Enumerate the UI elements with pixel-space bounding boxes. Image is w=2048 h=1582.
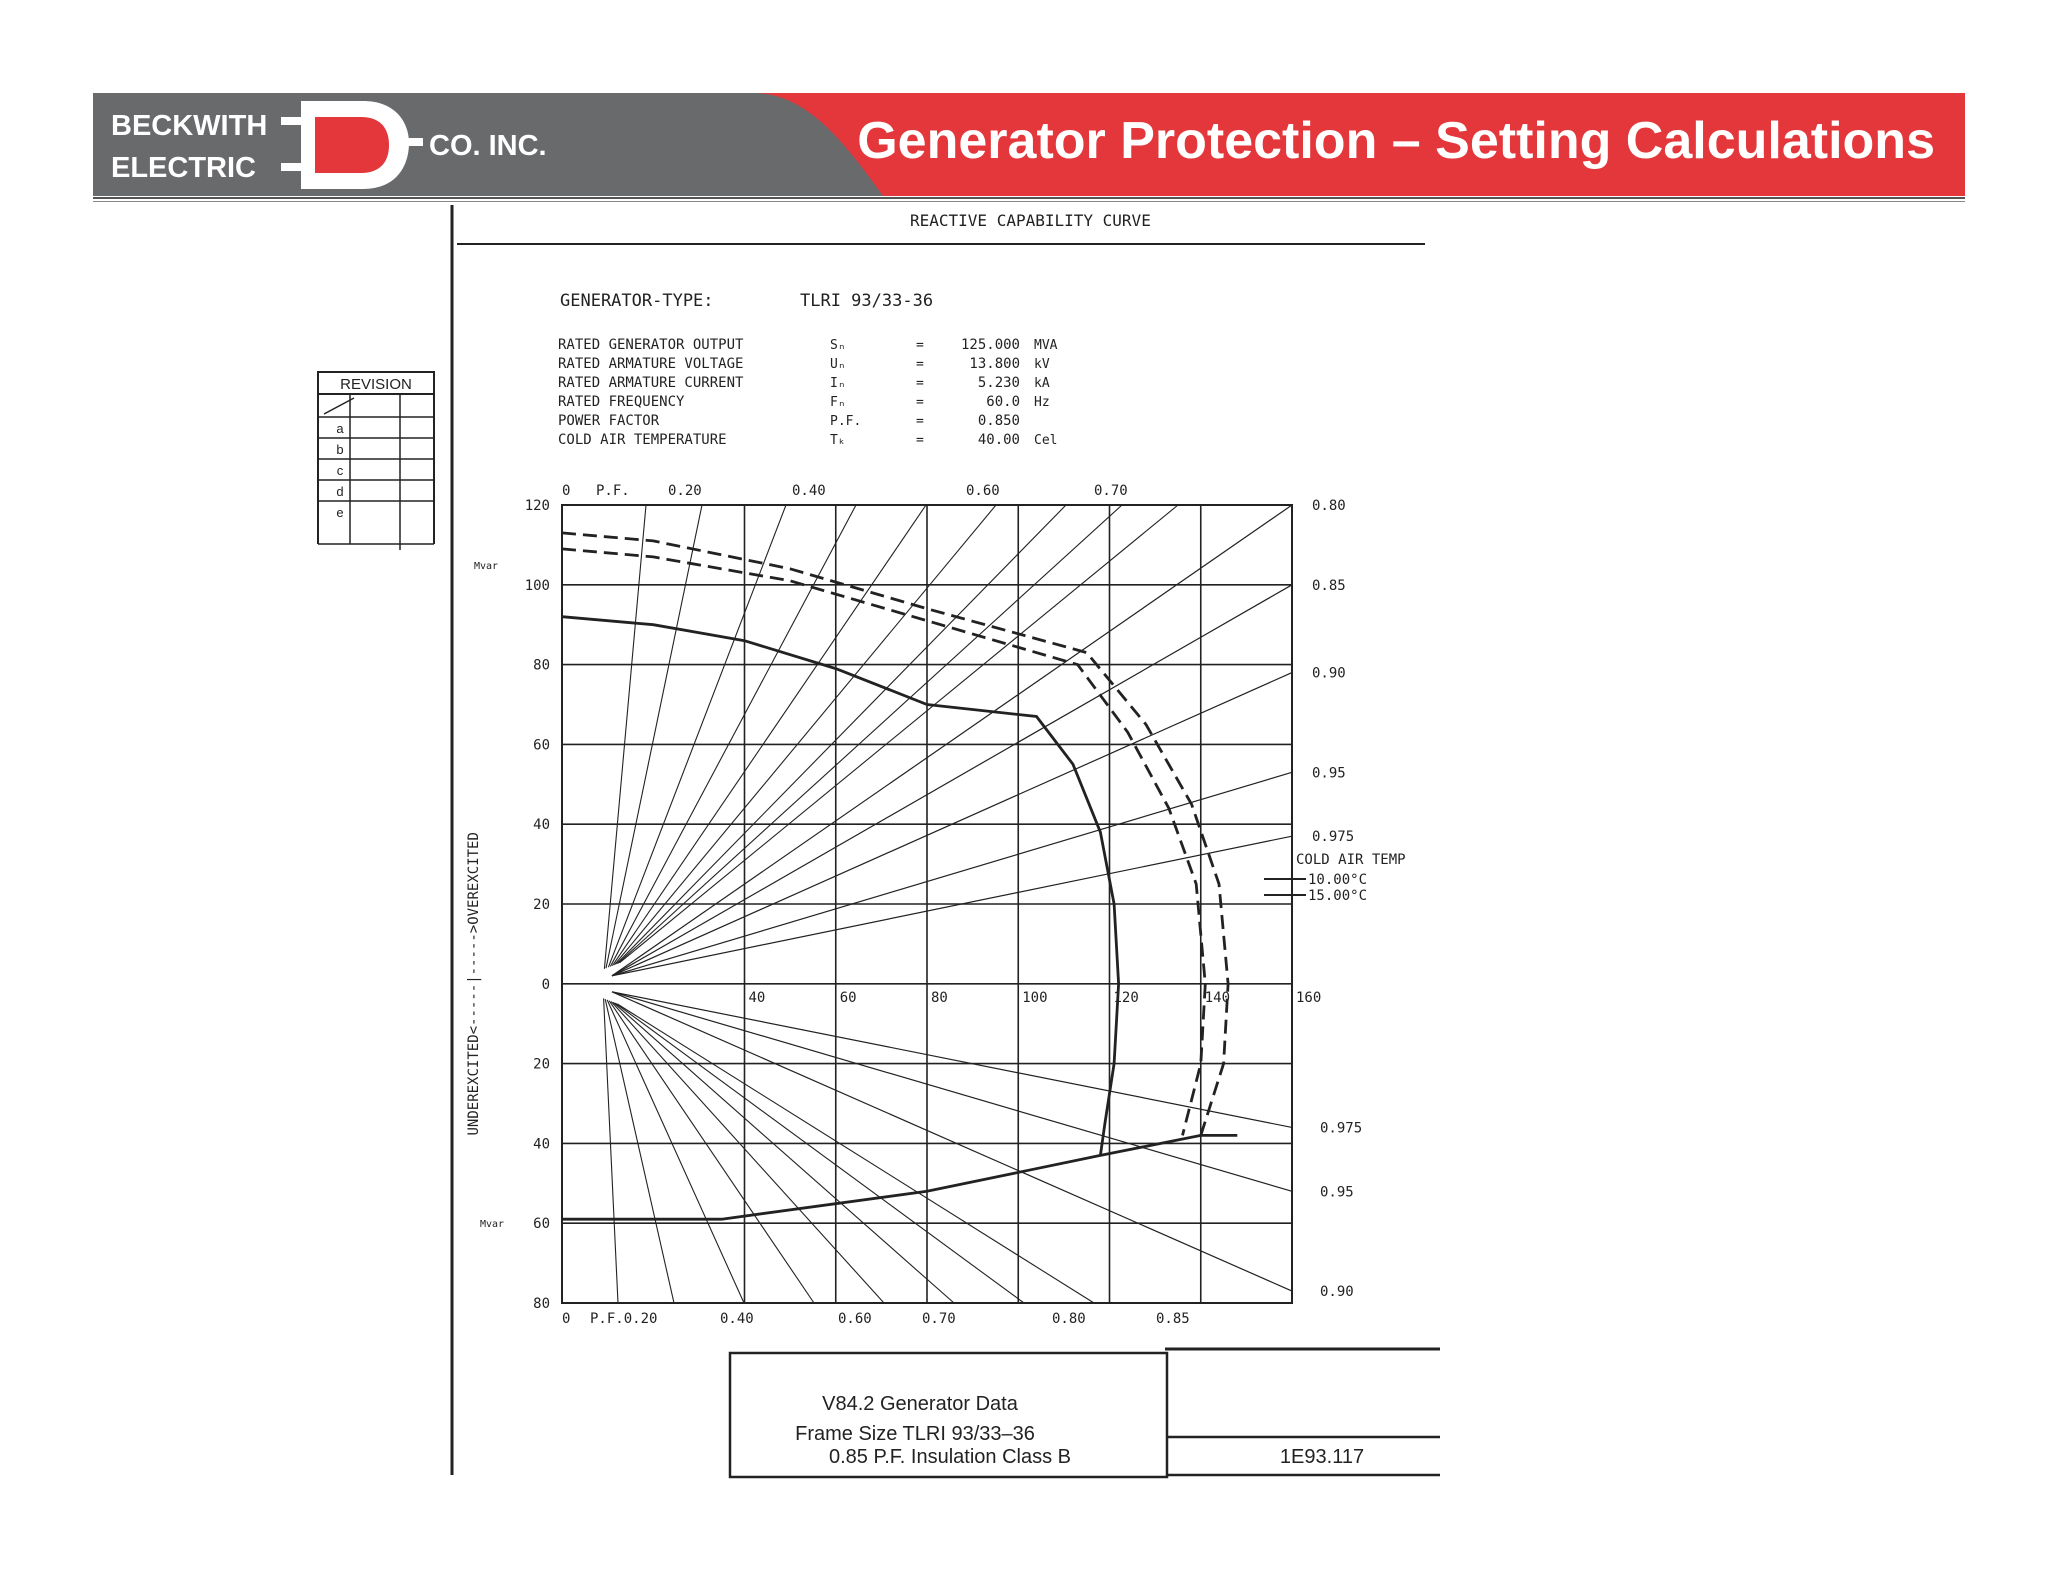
rating-value: 5.230 bbox=[977, 375, 1020, 391]
pf-bottom-label: 0.85 bbox=[1156, 1311, 1190, 1327]
pf-right-label: 0.95 bbox=[1320, 1184, 1354, 1201]
logo-text-beckwith: BECKWITH bbox=[111, 110, 268, 142]
rating-value: 125.000 bbox=[960, 337, 1020, 353]
pf-ray-top bbox=[620, 505, 1178, 963]
doc-heading: REACTIVE CAPABILITY CURVE bbox=[910, 211, 1151, 230]
logo-text-electric: ELECTRIC bbox=[111, 152, 256, 184]
rating-label: COLD AIR TEMPERATURE bbox=[558, 432, 727, 448]
capability-curve bbox=[562, 1135, 1237, 1219]
revision-row-d: d bbox=[336, 484, 344, 499]
title-block-line3: 0.85 P.F. Insulation Class B bbox=[829, 1446, 1071, 1468]
revision-table bbox=[318, 372, 434, 550]
pf-ray-top bbox=[606, 505, 702, 968]
pf-ray-top bbox=[616, 505, 1066, 964]
pf-ray-top bbox=[604, 505, 646, 969]
revision-row-b: b bbox=[336, 442, 344, 457]
rating-symbol: Sₙ bbox=[830, 338, 846, 353]
pf-ray-over bbox=[612, 585, 1292, 976]
y-tick-label: 20 bbox=[533, 897, 550, 913]
rating-equals: = bbox=[916, 338, 924, 353]
pf-ray-over bbox=[612, 505, 1292, 976]
y-tick-label: 120 bbox=[524, 498, 550, 514]
pf-right-label: 0.975 bbox=[1320, 1120, 1363, 1137]
y-unit-top: Mvar bbox=[474, 560, 499, 572]
title-block bbox=[730, 1349, 1440, 1477]
legend-label: 15.00°C bbox=[1308, 888, 1368, 905]
y-tick-label: 60 bbox=[533, 737, 550, 754]
rating-equals: = bbox=[916, 414, 924, 429]
pf-top-label: 0.60 bbox=[966, 483, 1000, 499]
generator-type-label: GENERATOR-TYPE: bbox=[560, 291, 714, 311]
pf-top-label: 0.20 bbox=[668, 483, 702, 499]
rating-label: RATED ARMATURE CURRENT bbox=[558, 375, 744, 391]
y-tick-label: 0 bbox=[541, 976, 550, 993]
title-block-line1: V84.2 Generator Data bbox=[822, 1393, 1018, 1415]
rating-symbol: P.F. bbox=[830, 414, 862, 429]
y-tick-label: 40 bbox=[533, 817, 550, 834]
pf-bottom-label: 0.60 bbox=[838, 1311, 872, 1327]
pf-ray-bottom bbox=[617, 1004, 1094, 1303]
x-tick-label: 40 bbox=[748, 989, 766, 1006]
pf-bottom-label: 0 bbox=[562, 1311, 571, 1327]
rating-symbol: Fₙ bbox=[830, 395, 846, 410]
x-tick-label: 60 bbox=[839, 989, 857, 1006]
revision-row-e: e bbox=[336, 505, 344, 520]
pf-right-label: 0.90 bbox=[1320, 1284, 1354, 1301]
revision-row-c: c bbox=[336, 463, 344, 478]
rating-symbol: Uₙ bbox=[830, 357, 846, 372]
y-tick-label: 80 bbox=[533, 657, 550, 674]
pf-ray-under bbox=[612, 989, 1292, 1128]
generator-type-value: TLRI 93/33-36 bbox=[800, 291, 934, 311]
revision-title: REVISION bbox=[340, 376, 412, 393]
x-tick-label: 120 bbox=[1113, 989, 1139, 1006]
pf-ray-top bbox=[614, 505, 996, 965]
pf-bottom-label: 0.80 bbox=[1052, 1311, 1086, 1327]
rating-unit: kA bbox=[1034, 376, 1050, 391]
revision-row-a: a bbox=[336, 421, 344, 436]
ratings-table bbox=[558, 337, 1058, 448]
x-tick-label: 160 bbox=[1296, 989, 1322, 1006]
cold-air-label: COLD AIR TEMP bbox=[1296, 852, 1406, 869]
rating-value: 60.0 bbox=[986, 394, 1020, 410]
pf-bottom-label: 0.70 bbox=[922, 1311, 956, 1327]
rating-unit: kV bbox=[1034, 357, 1050, 372]
pf-ray-top bbox=[610, 505, 856, 966]
pf-top-label: 0 bbox=[562, 483, 571, 499]
pf-top-label: P.F. bbox=[596, 483, 630, 499]
pf-right-label: 0.85 bbox=[1312, 577, 1346, 594]
pf-bottom-label: P.F.0.20 bbox=[590, 1311, 658, 1327]
pf-top-label: 0.70 bbox=[1094, 483, 1128, 499]
rating-unit: Cel bbox=[1034, 433, 1058, 448]
rating-value: 13.800 bbox=[969, 356, 1020, 372]
slide-title: Generator Protection – Setting Calculations bbox=[857, 112, 1935, 170]
rating-label: RATED FREQUENCY bbox=[558, 394, 685, 410]
y-tick-label: 40 bbox=[533, 1136, 550, 1153]
logo-text-co-inc: CO. INC. bbox=[429, 130, 547, 162]
pf-ray-over bbox=[612, 836, 1292, 976]
y-axis-label: UNDEREXCITED<-----|----->OVEREXCITED bbox=[466, 832, 482, 1136]
rating-value: 0.850 bbox=[977, 413, 1020, 429]
pf-right-label: 0.95 bbox=[1312, 765, 1346, 782]
pf-right-label: 0.90 bbox=[1312, 665, 1346, 682]
rating-label: RATED GENERATOR OUTPUT bbox=[558, 337, 744, 353]
x-tick-label: 100 bbox=[1022, 989, 1048, 1006]
y-tick-label: 60 bbox=[533, 1216, 550, 1233]
x-tick-label: 80 bbox=[931, 989, 948, 1006]
rating-label: RATED ARMATURE VOLTAGE bbox=[558, 356, 744, 372]
reactive-capability-chart bbox=[466, 483, 1406, 1327]
drawing-number: 1E93.117 bbox=[1279, 1446, 1365, 1468]
rating-equals: = bbox=[916, 433, 924, 448]
capability-curve bbox=[562, 617, 1119, 1156]
x-tick-label: 140 bbox=[1204, 989, 1231, 1006]
pf-ray-under bbox=[612, 989, 1292, 1291]
rating-equals: = bbox=[916, 376, 924, 391]
pf-top-label: 0.40 bbox=[792, 483, 826, 499]
rating-label: POWER FACTOR bbox=[558, 413, 660, 429]
rating-value: 40.00 bbox=[977, 432, 1020, 448]
rating-symbol: Iₙ bbox=[830, 376, 846, 391]
rating-symbol: Tₖ bbox=[830, 433, 846, 448]
title-block-line2: Frame Size TLRI 93/33–36 bbox=[795, 1423, 1035, 1445]
pf-right-label: 0.975 bbox=[1312, 829, 1355, 846]
pf-ray-bottom bbox=[611, 1001, 884, 1303]
pf-bottom-label: 0.40 bbox=[720, 1311, 754, 1327]
y-tick-label: 100 bbox=[524, 577, 550, 594]
y-tick-label: 80 bbox=[533, 1296, 550, 1312]
rating-unit: Hz bbox=[1034, 395, 1050, 410]
rating-equals: = bbox=[916, 357, 924, 372]
y-tick-label: 20 bbox=[533, 1056, 550, 1073]
pf-ray-top bbox=[618, 505, 1122, 963]
rating-unit: MVA bbox=[1034, 338, 1058, 353]
y-unit-bottom: Mvar bbox=[480, 1219, 505, 1231]
pf-right-label: 0.80 bbox=[1312, 498, 1346, 514]
pf-ray-bottom bbox=[607, 1000, 744, 1303]
legend-label: 10.00°C bbox=[1308, 872, 1368, 889]
rating-equals: = bbox=[916, 395, 924, 410]
